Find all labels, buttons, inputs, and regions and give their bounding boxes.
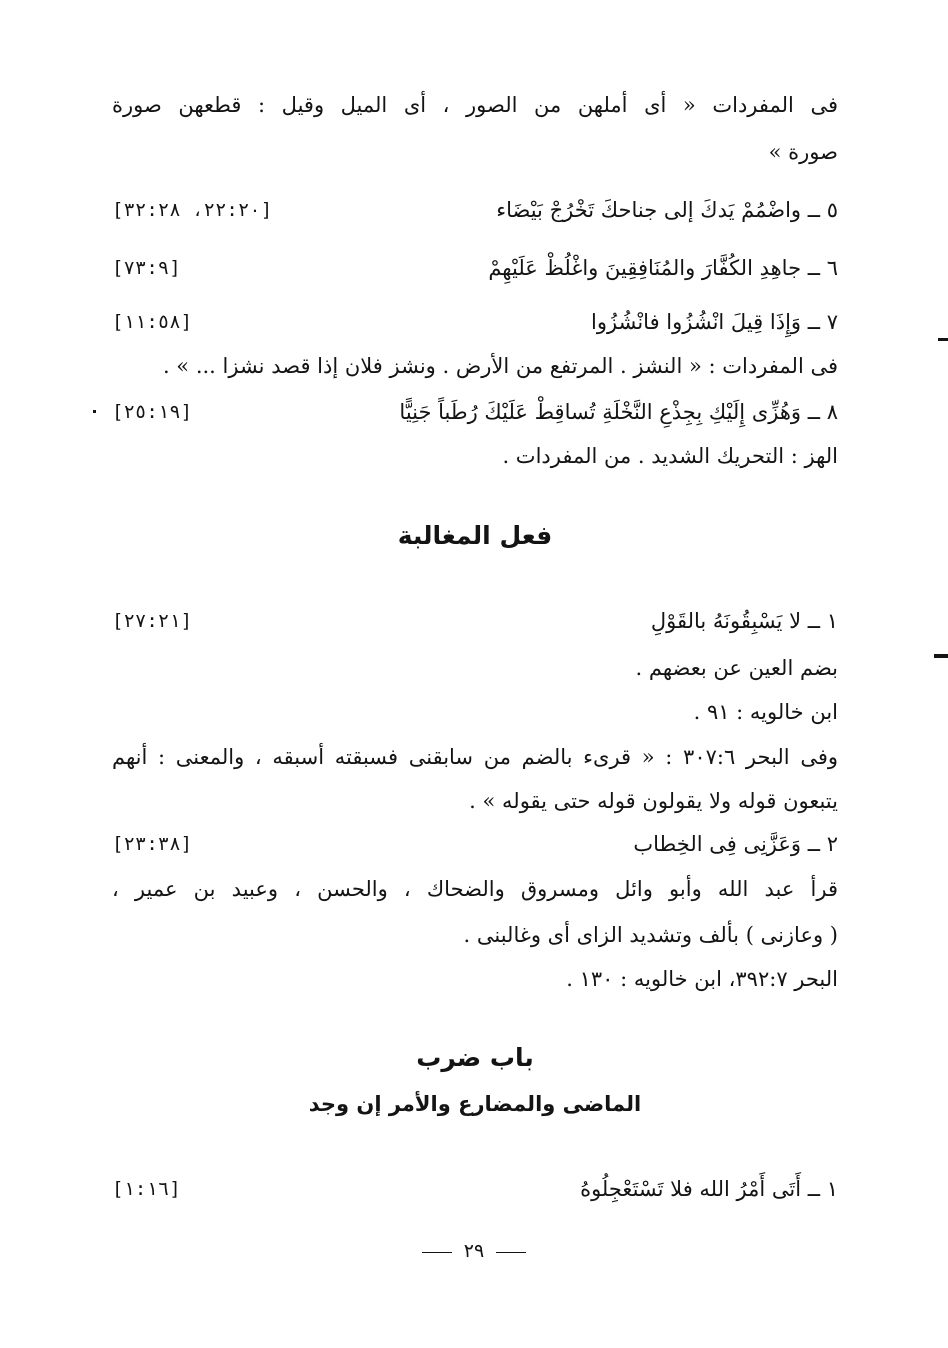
chapter-subheading: الماضى والمضارع والأمر إن وجد	[308, 1092, 642, 1116]
verse-reference: [١١:٥٨]	[112, 311, 193, 333]
page-number-dash-left	[422, 1252, 452, 1253]
m1-note-line-1: بضم العين عن بعضهم .	[635, 656, 838, 680]
verse-entry-m1	[112, 605, 838, 637]
verse-entry-b1	[112, 1173, 838, 1205]
page-number-dash-right	[496, 1252, 526, 1253]
page-number-value: ٢٩	[463, 1240, 485, 1262]
verse-reference: [٢٧:٢١]	[112, 610, 193, 632]
margin-scan-mark	[934, 654, 948, 658]
verse-text: ٨ ــ وَهُزِّى إِلَيْكِ بِجِذْعِ النَّخْلَةِ تُساقِطْ عَلَيْكَ رُطَباً جَنِيًّا	[399, 400, 838, 424]
verse-entry-5	[112, 194, 838, 226]
verse-reference: [١:١٦]	[112, 1178, 181, 1200]
verse-text: ١ ــ أَتَى أَمْرُ الله فلا تَسْتَعْجِلُوهُ	[580, 1177, 838, 1201]
verse-text: ٥ ــ واضْمُمْ يَدكَ إلى جناحكَ تَخْرُجْ بَيْضَاء	[496, 198, 838, 222]
verse-entry-8	[112, 396, 838, 428]
verse-reference: [٢٥:١٩]	[112, 401, 193, 423]
verse-entry-m2	[112, 828, 838, 860]
nashz-note: فى المفردات : « النشز . المرتفع من الأرض . ونشز فلان إذا قصد نشزا ... » .	[162, 354, 838, 378]
mufradat-note-line-1: فى المفردات « أى أملهن من الصور ، أى الميل وقيل : قطعهن صورة	[112, 93, 838, 117]
margin-scan-mark	[938, 338, 948, 341]
m2-note-line-3: البحر ٣٩٢:٧، ابن خالويه : ١٣٠ .	[566, 967, 838, 991]
section-heading-mughalaba: فعل المغالبة	[397, 521, 553, 550]
mufradat-note-line-2: صورة »	[768, 140, 838, 164]
verse-reference: [٢٣:٣٨]	[112, 833, 193, 855]
margin-scan-dot	[93, 410, 96, 413]
bahr-note-line-1: وفى البحر ٣٠٧:٦ : « قرىء بالضم من سابقنى فسبقته أسبقه ، والمعنى : أنهم	[112, 745, 838, 769]
hazz-note: الهز : التحريك الشديد . من المفردات .	[502, 444, 838, 468]
bahr-note-line-2: يتبعون قوله ولا يقولون قوله حتى يقوله » .	[469, 789, 838, 813]
verse-text: ٧ ــ وَإِذَا قِيلَ انْشُزُوا فانْشُزُوا	[591, 310, 838, 334]
verse-entry-7	[112, 306, 838, 338]
m2-note-line-2: ( وعازنى ) بألف وتشديد الزاى أى وغالبنى .	[463, 923, 838, 947]
verse-text: ٦ ــ جاهِدِ الكُفَّارَ والمُنَافِقِينَ واغْلُظْ عَلَيْهِمْ	[488, 256, 838, 280]
verse-entry-6	[112, 252, 838, 284]
page-number	[0, 1238, 948, 1264]
m1-note-line-2: ابن خالويه : ٩١ .	[693, 700, 838, 724]
verse-text: ٢ ــ وَعَزَّنِى فِى الخِطاب	[633, 832, 838, 856]
verse-reference: [٢٢:٢٠، ٣٢:٢٨]	[112, 199, 273, 221]
verse-reference: [٧٣:٩]	[112, 257, 181, 279]
verse-text: ١ ــ لا يَسْبِقُونَهُ بالقَوْلِ	[650, 609, 838, 633]
chapter-heading-bab: باب ضرب	[416, 1043, 534, 1072]
m2-note-line-1: قرأ عبد الله وأبو وائل ومسروق والضحاك ، والحسن ، وعبيد بن عمير ،	[112, 877, 838, 901]
